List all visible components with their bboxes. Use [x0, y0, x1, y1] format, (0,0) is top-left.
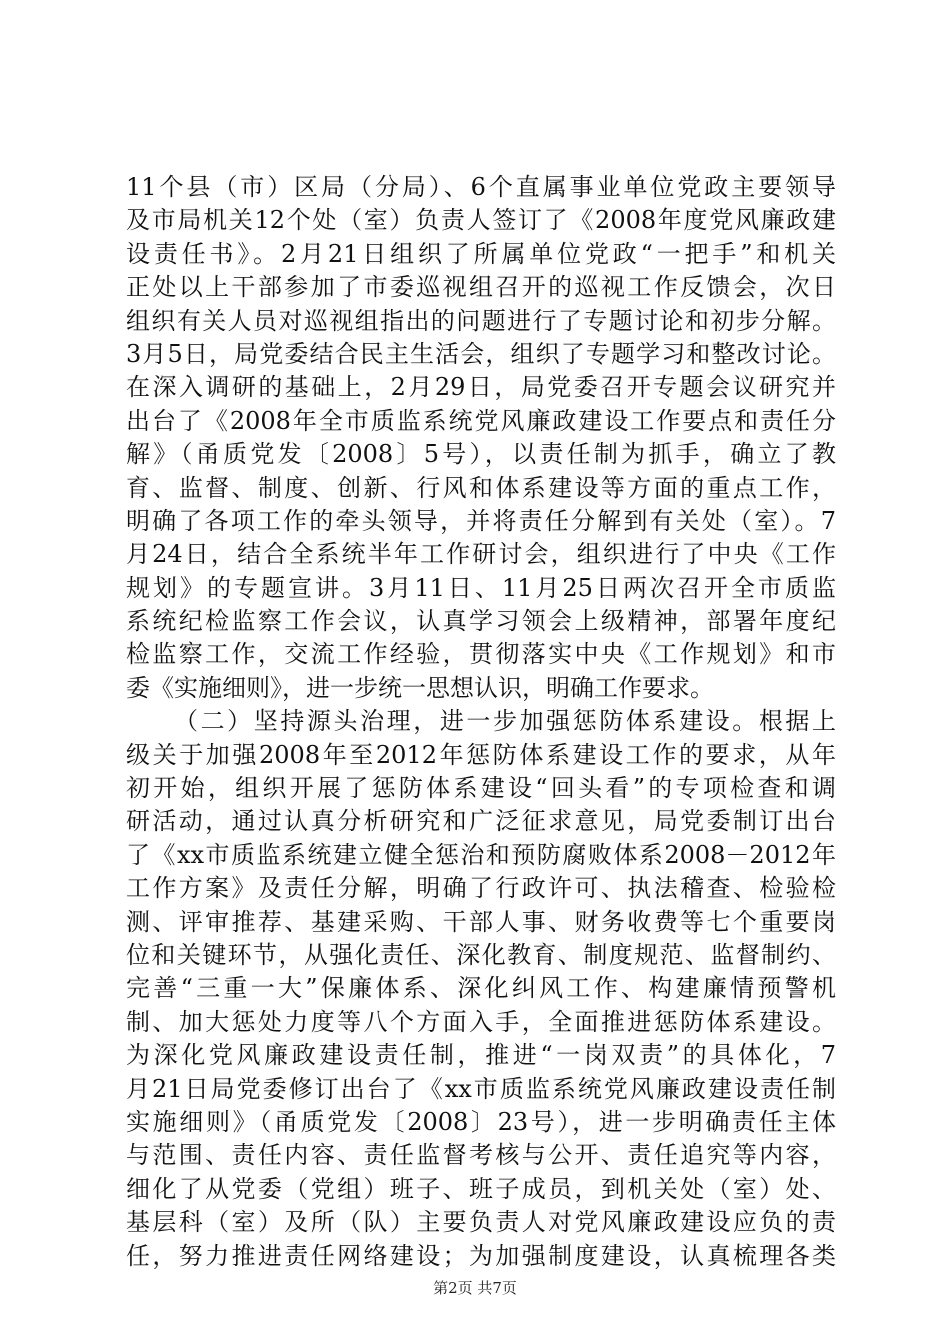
- text-line: 位和关键环节，从强化责任、深化教育、制度规范、监督制约、: [126, 940, 836, 969]
- text-line: 细化了从党委（党组）班子、班子成员，到机关处（室）处、: [126, 1174, 836, 1203]
- body-text: [126, 171, 836, 1273]
- text-line: 规划》的专题宣讲。3月11日、11月25日两次召开全市质监: [126, 573, 836, 602]
- text-line: 设责任书》。2月21日组织了所属单位党政“一把手”和机关: [126, 239, 836, 268]
- text-line: 及市局机关12个处（室）负责人签订了《2008年度党风廉政建: [126, 206, 836, 235]
- text-line: 任，努力推进责任网络建设；为加强制度建设，认真梳理各类: [126, 1241, 836, 1270]
- text-line: 级关于加强2008年至2012年惩防体系建设工作的要求，从年: [126, 740, 836, 769]
- text-line: 11个县（市）区局（分局）、6个直属事业单位党政主要领导: [126, 173, 836, 201]
- text-line: 明确了各项工作的牵头领导，并将责任分解到有关处（室）。7: [126, 506, 836, 535]
- text-line: 工作方案》及责任分解，明确了行政许可、执法稽查、检验检: [126, 874, 836, 903]
- text-line: 出台了《2008年全市质监系统党风廉政建设工作要点和责任分: [126, 406, 836, 435]
- text-line: 基层科（室）及所（队）主要负责人对党风廉政建设应负的责: [126, 1208, 836, 1237]
- text-line: 研活动，通过认真分析研究和广泛征求意见，局党委制订出台: [126, 807, 836, 836]
- text-line: 检监察工作，交流工作经验，贯彻落实中央《工作规划》和市: [126, 640, 836, 669]
- text-line: 组织有关人员对巡视组指出的问题进行了专题讨论和初步分解。: [126, 306, 836, 335]
- text-line: 月24日，结合全系统半年工作研讨会，组织进行了中央《工作: [126, 540, 836, 569]
- text-line: 制、加大惩处力度等八个方面入手，全面推进惩防体系建设。: [126, 1007, 836, 1036]
- text-line: 与范围、责任内容、责任监督考核与公开、责任追究等内容，: [126, 1141, 836, 1170]
- text-line: 了《xx市质监系统建立健全惩治和预防腐败体系2008－2012年: [126, 840, 836, 869]
- text-line: 正处以上干部参加了市委巡视组召开的巡视工作反馈会，次日: [126, 273, 836, 302]
- text-line: 解》（甬质党发〔2008〕5号），以责任制为抓手，确立了教: [126, 440, 836, 469]
- text-line: 系统纪检监察工作会议，认真学习领会上级精神，部署年度纪: [126, 607, 836, 636]
- text-line: 实施细则》（甬质党发〔2008〕23号），进一步明确责任主体: [126, 1107, 836, 1136]
- text-line: 在深入调研的基础上，2月29日，局党委召开专题会议研究并: [126, 373, 836, 402]
- text-line: 完善“三重一大”保廉体系、深化纠风工作、构建廉情预警机: [126, 974, 836, 1003]
- text-line: 初开始，组织开展了惩防体系建设“回头看”的专项检查和调: [126, 774, 836, 803]
- text-line: 育、监督、制度、创新、行风和体系建设等方面的重点工作，: [126, 473, 836, 502]
- text-line: 委《实施细则》，进一步统一思想认识，明确工作要求。: [126, 673, 714, 702]
- paragraph-start-line: （二）坚持源头治理，进一步加强惩防体系建设。根据上: [174, 707, 836, 736]
- text-line: 月21日局党委修订出台了《xx市质监系统党风廉政建设责任制: [126, 1074, 836, 1103]
- text-line: 测、评审推荐、基建采购、干部人事、财务收费等七个重要岗: [126, 907, 836, 936]
- text-line: 为深化党风廉政建设责任制，推进“一岗双责”的具体化，7: [126, 1041, 836, 1070]
- page-number: 第2页 共7页: [433, 1279, 517, 1297]
- page-footer: [0, 1277, 950, 1298]
- text-line: 3月5日，局党委结合民主生活会，组织了专题学习和整改讨论。: [126, 339, 836, 368]
